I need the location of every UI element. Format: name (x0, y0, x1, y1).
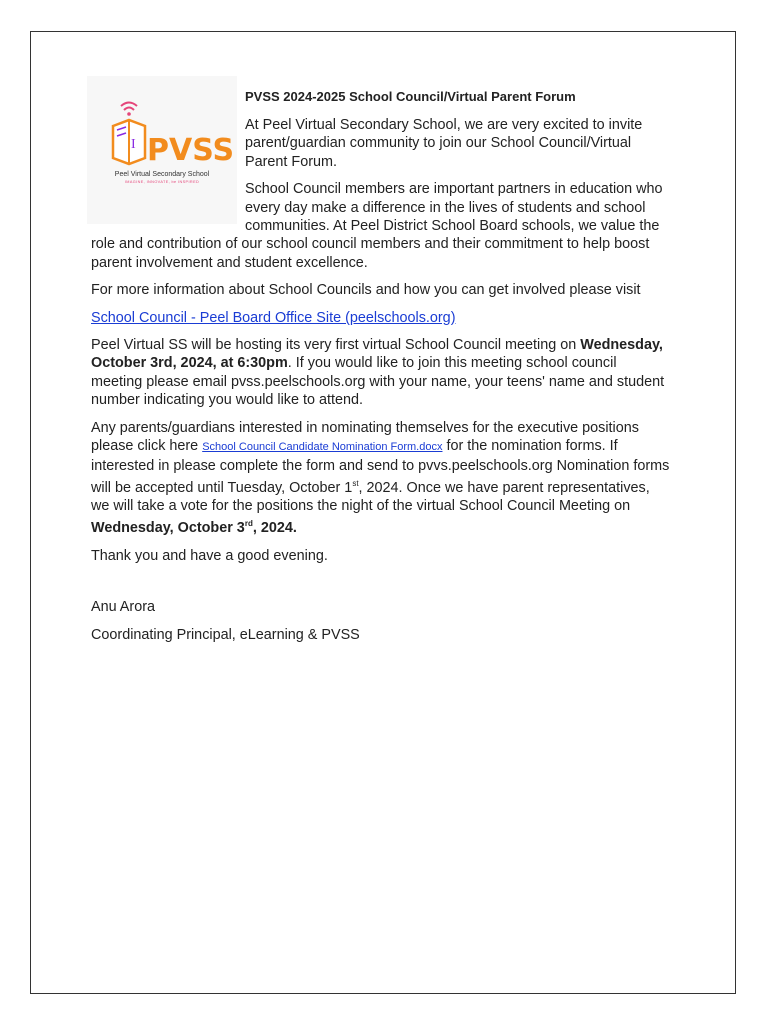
signature-name: Anu Arora (91, 599, 155, 616)
logo-tagline: IMAGINE, INNOVATE, be INSPIRED (124, 180, 200, 184)
logo-school-name: Peel Virtual Secondary School (114, 171, 210, 178)
meeting-date: Wednesday, October 3rd, 2024, at 6:30pm (91, 337, 663, 372)
pvss-logo (87, 76, 237, 224)
document-page (30, 31, 736, 994)
logo-wordmark: PVSS (147, 133, 235, 168)
info-paragraph: For more information about School Councils and how you can get involved please visit (91, 282, 641, 299)
svg-text:I: I (131, 137, 136, 152)
intro-paragraph: At Peel Virtual Secondary School, we are very excited to invite parent/guardian community to join our School Council/Virtual Parent Forum. (245, 117, 643, 170)
nomination-paragraph: Any parents/guardians interested in nominating themselves for the executive positions please click here School Council Candidate Nomination Form.docx for the nomination forms. If interested in please complete the form and send to pvvs.peelschools.org Nomination forms will be accepted until Tuesday, October 1st, 2024. Once we have parent representatives, we will take a vote for the positions the night of the virtual School Council Meeting on Wednesday, October 3rd, 2024. (91, 419, 670, 537)
meeting-paragraph: Peel Virtual SS will be hosting its very first virtual School Council meeting on Wednesday, October 3rd, 2024, at 6:30pm. If you would like to join this meeting school council meeting please email pvss.peelschools.org with your name, your teens' name and student number indicating you would like to attend. (91, 337, 665, 409)
book-wifi-icon (101, 96, 235, 172)
letter-body (91, 88, 671, 653)
school-council-link[interactable]: School Council - Peel Board Office Site (peelschools.org) (91, 309, 456, 326)
council-paragraph: School Council members are important partners in education who every day make a difference in the lives of students and school communities. At Peel District School Board schools, we value the role and contribution of our school council members and their commitment to help boost parent involvement and student excellence. (91, 181, 663, 271)
signature-title: Coordinating Principal, eLearning & PVSS (91, 626, 360, 643)
nomination-form-link[interactable]: School Council Candidate Nomination Form.docx (202, 441, 443, 454)
letter-title: PVSS 2024-2025 School Council/Virtual Parent Forum (245, 89, 576, 104)
closing-line: Thank you and have a good evening. (91, 547, 328, 564)
